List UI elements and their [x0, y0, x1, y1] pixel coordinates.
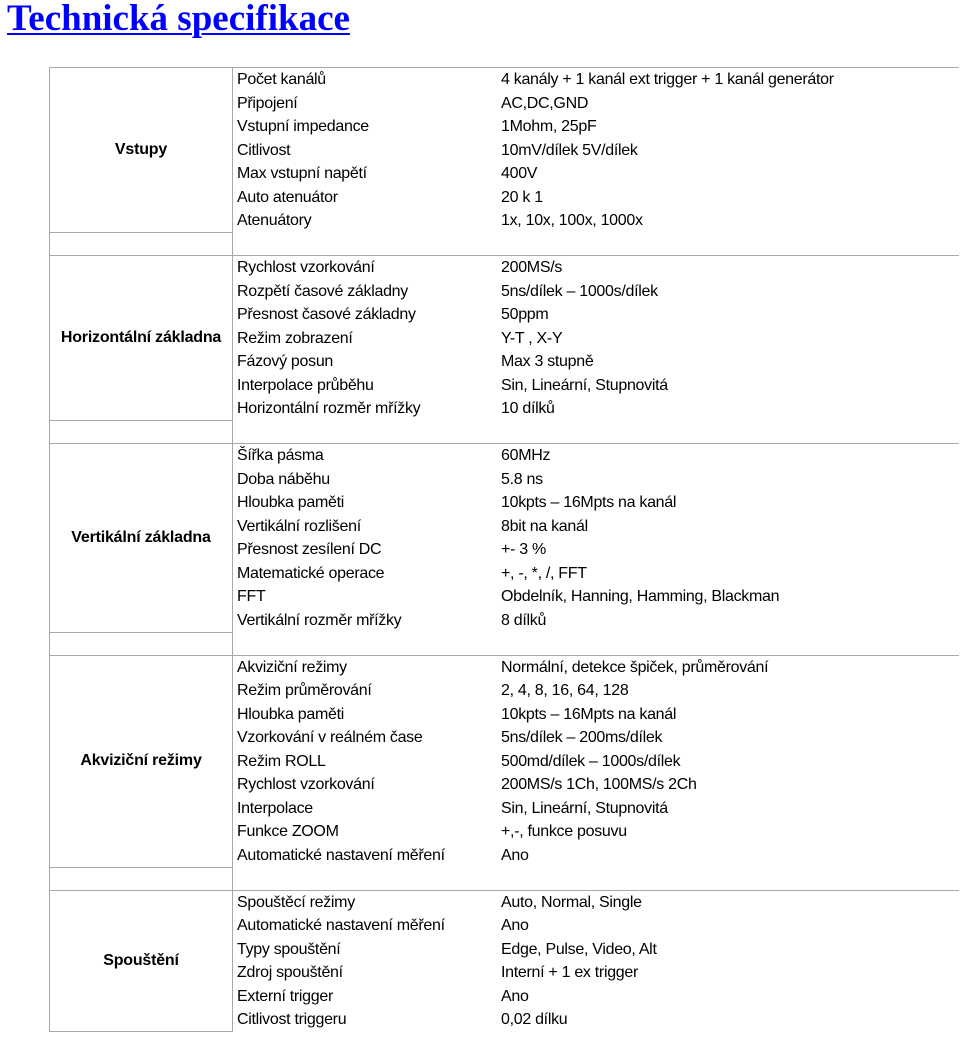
section-separator — [50, 233, 960, 256]
spec-name: Spouštěcí režimy — [237, 893, 355, 911]
separator-cell — [233, 867, 960, 890]
spec-value: +- 3 % — [501, 541, 546, 558]
spec-name: Fázový posun — [237, 353, 334, 370]
section-separator — [50, 421, 960, 444]
table-row — [50, 256, 960, 280]
spec-value: 1x, 10x, 100x, 1000x — [501, 212, 643, 229]
spec-name: Režim průměrování — [237, 682, 372, 699]
spec-table — [49, 67, 959, 1032]
separator-cell — [50, 421, 233, 444]
spec-name: Interpolace — [237, 799, 313, 817]
spec-name: Matematické operace — [237, 564, 385, 582]
spec-name: Automatické nastavení měření — [237, 846, 445, 864]
spec-value: 0,02 dílku — [501, 1011, 568, 1028]
separator-cell — [50, 233, 233, 256]
spec-name: Zdroj spouštění — [237, 964, 343, 981]
spec-value: 1Mohm, 25pF — [501, 118, 597, 135]
spec-value: 10 dílků — [501, 400, 555, 417]
spec-value: 60MHz — [501, 447, 551, 464]
section-separator — [50, 867, 960, 890]
section-separator — [50, 632, 960, 655]
spec-name: Režim ROLL — [237, 752, 326, 770]
spec-value: Sin, Lineární, Stupnovitá — [501, 799, 668, 817]
spec-name: Akviziční režimy — [237, 658, 347, 676]
spec-value: 20 k 1 — [501, 188, 543, 206]
spec-value: Auto, Normal, Single — [501, 893, 642, 911]
spec-name: Vertikální rozměr mřížky — [237, 611, 402, 629]
page-title: Technická specifikace — [7, 0, 350, 39]
spec-value: 5ns/dílek – 1000s/dílek — [501, 282, 658, 300]
spec-value: Y-T , X-Y — [501, 329, 563, 347]
spec-value: Ano — [501, 846, 529, 864]
spec-value: 10kpts – 16Mpts na kanál — [501, 494, 677, 511]
spec-name: Přesnost časové základny — [237, 306, 416, 323]
spec-name: Funkce ZOOM — [237, 823, 339, 840]
spec-name: Hloubka paměti — [237, 705, 344, 723]
spec-value: 8 dílků — [501, 611, 547, 629]
spec-value: 4 kanály + 1 kanál ext trigger + 1 kanál generátor — [501, 71, 834, 88]
spec-value: 8bit na kanál — [501, 517, 588, 535]
spec-name: Externí trigger — [237, 987, 333, 1005]
spec-name: Rychlost vzorkování — [237, 259, 375, 276]
spec-name: Typy spouštění — [237, 940, 341, 958]
spec-name: Atenuátory — [237, 212, 312, 229]
spec-value: Edge, Pulse, Video, Alt — [501, 940, 657, 958]
spec-name: Automatické nastavení měření — [237, 917, 445, 934]
spec-name: Vzorkování v reálném čase — [237, 729, 423, 746]
spec-name: Auto atenuátor — [237, 188, 338, 206]
spec-name: Režim zobrazení — [237, 329, 353, 347]
spec-value: AC,DC,GND — [501, 94, 589, 112]
spec-value: 10kpts – 16Mpts na kanál — [501, 705, 677, 723]
table-row — [50, 890, 960, 914]
separator-cell — [233, 421, 960, 444]
spec-value: +,-, funkce posuvu — [501, 823, 627, 840]
spec-name: Max vstupní napětí — [237, 165, 367, 182]
spec-value: 5ns/dílek – 200ms/dílek — [501, 729, 663, 746]
spec-name: Připojení — [237, 94, 298, 112]
table-row — [50, 68, 960, 92]
separator-cell — [233, 632, 960, 655]
spec-value: 200MS/s 1Ch, 100MS/s 2Ch — [501, 776, 697, 793]
spec-value: Sin, Lineární, Stupnovitá — [501, 376, 668, 394]
spec-value: Max 3 stupně — [501, 353, 594, 370]
spec-value: 50ppm — [501, 306, 549, 323]
spec-value: 200MS/s — [501, 259, 563, 276]
spec-name: Počet kanálů — [237, 71, 326, 88]
separator-cell — [50, 632, 233, 655]
spec-value: 500md/dílek – 1000s/dílek — [501, 752, 681, 770]
spec-name: Rozpětí časové základny — [237, 282, 408, 300]
spec-name: Citlivost — [237, 141, 291, 159]
spec-value: 400V — [501, 165, 538, 182]
spec-name: Přesnost zesílení DC — [237, 541, 382, 558]
section-category: Akviziční režimy — [50, 655, 233, 867]
spec-value: +, -, *, /, FFT — [501, 564, 587, 582]
spec-value: Normální, detekce špiček, průměrování — [501, 658, 769, 676]
spec-name: Citlivost triggeru — [237, 1011, 347, 1028]
separator-cell — [50, 867, 233, 890]
section-category: Spouštění — [50, 890, 233, 1032]
separator-cell — [233, 233, 960, 256]
spec-name: FFT — [237, 588, 266, 605]
spec-name: Vstupní impedance — [237, 118, 369, 135]
spec-value: Ano — [501, 917, 529, 934]
spec-name: Doba náběhu — [237, 470, 330, 488]
spec-value: 5.8 ns — [501, 470, 543, 488]
spec-name: Interpolace průběhu — [237, 376, 374, 394]
spec-value: Obdelník, Hanning, Hamming, Blackman — [501, 588, 780, 605]
section-category: Vstupy — [50, 68, 233, 233]
spec-name: Hloubka paměti — [237, 494, 344, 511]
spec-value: 10mV/dílek 5V/dílek — [501, 141, 638, 159]
spec-name: Šířka pásma — [237, 447, 324, 464]
section-category: Horizontální základna — [50, 256, 233, 421]
spec-value: Interní + 1 ex trigger — [501, 964, 639, 981]
section-category: Vertikální základna — [50, 444, 233, 633]
spec-name: Vertikální rozlišení — [237, 517, 361, 535]
spec-name: Rychlost vzorkování — [237, 776, 375, 793]
table-row — [50, 655, 960, 679]
spec-value: Ano — [501, 987, 529, 1005]
spec-value: 2, 4, 8, 16, 64, 128 — [501, 682, 629, 699]
spec-name: Horizontální rozměr mřížky — [237, 400, 421, 417]
table-row — [50, 444, 960, 468]
